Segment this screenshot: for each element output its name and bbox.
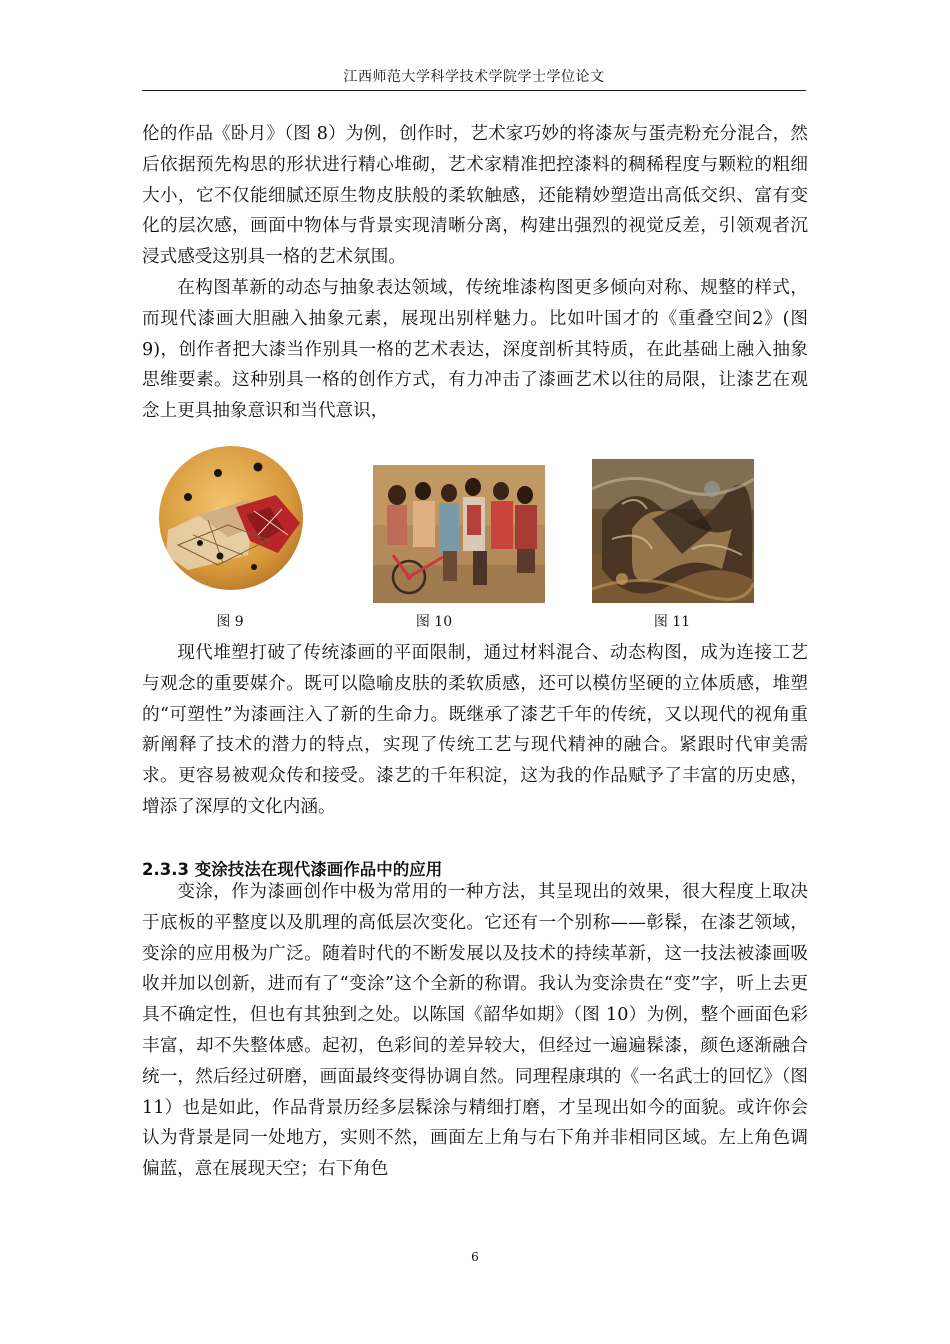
paragraph: 伦的作品《卧月》（图 8）为例，创作时，艺术家巧妙的将漆灰与蛋壳粉充分混合，然后依据预先构思的形状进行精心堆砌，艺术家精准把控漆料的稠稀程度与颗粒的粗细大小，它不仅能细腻还原生物皮肤般的柔软触感，还能精妙塑造出高低交织、富有变化的层次感，画面中物体与背景实现清晰分离，构建出强烈的视觉反差，引领观者沉浸式感受这别具一格的艺术氛围。 [142,124,808,268]
running-header: 江西师范大学科学技术学院学士学位论文 [343,69,605,85]
page-number: 6 [471,1250,479,1264]
paragraph: 变涂，作为漆画创作中极为常用的一种方法，其呈现出的效果，很大程度上取决于底板的平整度以及肌理的高低层次变化。它还有一个别称——彰髹，在漆艺领域，变涂的应用极为广泛。随着时代的不断发展以及技术的持续革新，这一技法被漆画吸收并加以创新，进而有了“变涂”这个全新的称谓。我认为变涂贵在“变”字，听上去更具不确定性，但也有其独到之处。以陈国《韶华如期》（图 10）为例，整个画面色彩丰富，却不失整体感。起初，色彩间的差异较大，但经过一遍遍髹漆，颜色逐渐融合统一，然后经过研磨，画面最终变得协调自然。同理程康琪的《一名武士的回忆》（图 11）也是如此，作品背景历经多层髹涂与精细打磨，才呈现出如今的面貌。或许你会认为背景是同一处地方，实则不然，画面左上角与右下角并非相同区域。左上角色调偏蓝，意在展现天空；右下角色 [142,882,808,1180]
text-block-top [142,119,808,427]
figure-11-image [592,459,754,603]
figure-9-image [158,445,304,591]
figure-10-caption: 图 10 [415,614,453,630]
paragraph: 现代堆塑打破了传统漆画的平面限制，通过材料混合、动态构图，成为连接工艺与观念的重要媒介。既可以隐喻皮肤的柔软质感，还可以模仿坚硬的立体质感，堆塑的“可塑性”为漆画注入了新的生命力。既继承了漆艺千年的传统，又以现代的视角重新阐释了技术的潜力的特点，实现了传统工艺与现代精神的融合。紧跟时代审美需求。更容易被观众传和接受。漆艺的千年积淀，这为我的作品赋予了丰富的历史感，增添了深厚的文化内涵。 [142,643,808,817]
figure-9-caption: 图 9 [216,614,244,630]
text-block-bottom [142,877,808,1185]
text-block-middle [142,638,808,823]
figure-11-caption: 图 11 [653,614,691,630]
paragraph: 在构图革新的动态与抽象表达领域，传统堆漆构图更多倾向对称、规整的样式，而现代漆画大胆融入抽象元素，展现出别样魅力。比如叶国才的《重叠空间2》(图 9)，创作者把大漆当作别具一格的艺术表达，深度剖析其特质，在此基础上融入抽象思维要素。这种别具一格的创作方式，有力冲击了漆画艺术以往的局限，让漆艺在观念上更具抽象意识和当代意识， [142,277,808,422]
figure-10-image [373,465,545,603]
header-rule [142,90,806,91]
section-heading: 2.3.3 变涂技法在现代漆画作品中的应用 [142,860,443,879]
